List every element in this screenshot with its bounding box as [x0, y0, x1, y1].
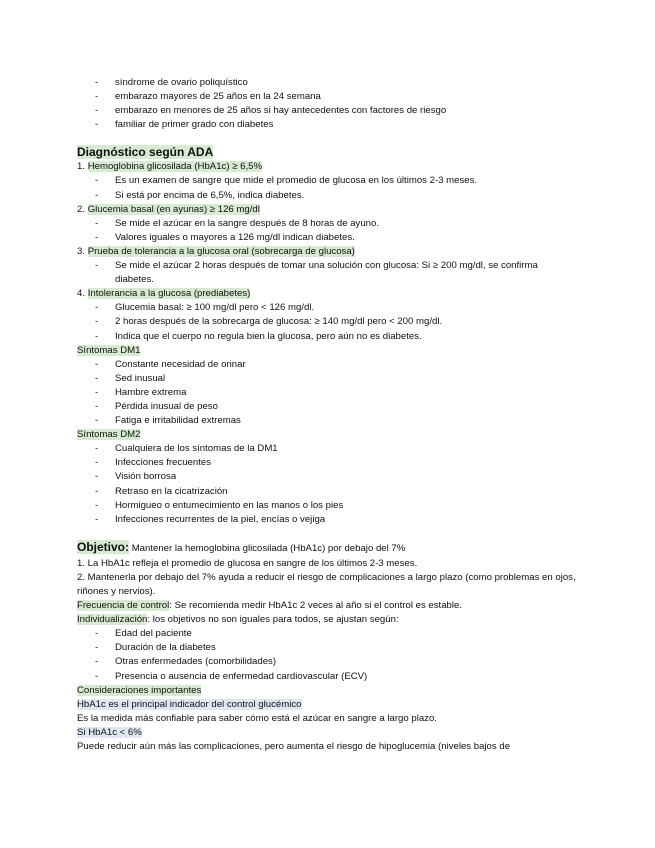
sintomas-dm2-list — [77, 442, 597, 527]
dash-bullet: - — [95, 189, 99, 201]
dash-bullet: - — [95, 91, 99, 103]
dash-bullet: - — [95, 77, 99, 88]
list-item: - Cualquiera de los síntomas de la DM1 — [77, 442, 597, 456]
document-body — [77, 76, 597, 754]
dash-bullet: - — [95, 105, 99, 117]
list-item: - Si está por encima de 6,5%, indica diabetes. — [77, 189, 597, 203]
dash-bullet: - — [95, 628, 99, 640]
list-item: - síndrome de ovario poliquístico — [77, 76, 597, 90]
list-item: - Constante necesidad de orinar — [77, 358, 597, 372]
dash-bullet: - — [95, 485, 99, 497]
list-item: - Pérdida inusual de peso — [77, 400, 597, 414]
dash-bullet: - — [95, 302, 99, 314]
dash-bullet: - — [95, 656, 99, 668]
list-item: - Glucemia basal: ≥ 100 mg/dl pero < 126 mg/dl. — [77, 301, 597, 315]
objetivo-line — [77, 539, 597, 557]
dash-bullet: - — [95, 457, 99, 469]
criterion-4-bullets — [77, 301, 597, 343]
objetivo-text: Mantener la hemoglobina glicosilada (HbA1c) por debajo del 7% — [131, 542, 406, 554]
dash-bullet: - — [95, 443, 99, 455]
dash-bullet: - — [95, 175, 99, 187]
list-item: - Duración de la diabetes — [77, 641, 597, 655]
criterion-1-bullets — [77, 174, 597, 202]
objetivo-heading: Objetivo: — [77, 539, 130, 554]
list-item: - Se mide el azúcar en la sangre después de 8 horas de ayuno. — [77, 217, 597, 231]
dash-bullet: - — [95, 400, 99, 412]
dash-bullet: - — [95, 316, 99, 328]
sintomas-dm2-heading: Síntomas DM2 — [77, 429, 141, 441]
diagnostic-criterion-4: 4. Intolerancia a la glucosa (prediabetes) — [77, 288, 251, 300]
dash-bullet: - — [95, 260, 99, 272]
list-item: - Valores iguales o mayores a 126 mg/dl indican diabetes. — [77, 231, 597, 245]
list-item: - Infecciones recurrentes de la piel, encías o vejiga — [77, 513, 597, 527]
dash-bullet: - — [95, 217, 99, 229]
list-item: - Se mide el azúcar 2 horas después de tomar una solución con glucosa: Si ≥ 200 mg/dl, se confirma diabetes. — [95, 260, 538, 286]
list-item: - Sed inusual — [77, 372, 597, 386]
dash-bullet: - — [95, 386, 99, 398]
dash-bullet: - — [95, 513, 99, 525]
sintomas-dm1-heading: Síntomas DM1 — [77, 344, 141, 356]
list-item: - Edad del paciente — [77, 627, 597, 641]
individualizacion-factors — [77, 627, 597, 683]
list-item: - Otras enfermedades (comorbilidades) — [77, 655, 597, 669]
list-item: - embarazo en menores de 25 años si hay antecedentes con factores de riesgo — [77, 104, 597, 118]
diagnostico-heading: Diagnóstico según ADA — [77, 145, 214, 160]
hba1c-indicador: HbA1c es el principal indicador del control glucémico — [77, 698, 302, 710]
consideraciones-heading: Consideraciones importantes — [77, 684, 202, 696]
dash-bullet: - — [95, 231, 99, 243]
dash-bullet: - — [95, 119, 99, 131]
list-item: - Es un examen de sangre que mide el promedio de glucosa en los últimos 2-3 meses. — [77, 174, 597, 188]
dash-bullet: - — [95, 670, 99, 682]
dash-bullet: - — [95, 330, 99, 342]
objetivo-point-1: 1. La HbA1c refleja el promedio de glucosa en sangre de los últimos 2-3 meses. — [77, 557, 418, 569]
frecuencia-control: Frecuencia de control: Se recomienda medir HbA1c 2 veces al año si el control es estable. — [77, 600, 463, 612]
list-item: - Hormigueo o entumecimiento en las manos o los pies — [77, 499, 597, 513]
list-item: - Presencia o ausencia de enfermedad cardiovascular (ECV) — [77, 670, 597, 684]
dash-bullet: - — [95, 358, 99, 370]
list-item: - Fatiga e irritabilidad extremas — [77, 414, 597, 428]
list-item: - embarazo mayores de 25 años en la 24 semana — [77, 90, 597, 104]
reducir-complicaciones: Puede reducir aún más las complicaciones, pero aumenta el riesgo de hipoglucemia (niveles bajos de — [77, 741, 511, 753]
list-item: - Infecciones frecuentes — [77, 456, 597, 470]
list-item: - Visión borrosa — [77, 470, 597, 484]
dash-bullet: - — [95, 642, 99, 654]
medida-confiable: Es la medida más confiable para saber cómo está el azúcar en sangre a largo plazo. — [77, 712, 437, 724]
si-hba1c-menor: Si HbA1c < 6% — [77, 726, 142, 738]
diagnostic-criterion-1: 1. Hemoglobina glicosilada (HbA1c) ≥ 6,5% — [77, 161, 262, 173]
dash-bullet: - — [95, 372, 99, 384]
individualizacion: Individualización: los objetivos no son iguales para todos, se ajustan según: — [77, 614, 399, 626]
list-item: - familiar de primer grado con diabetes — [77, 118, 597, 132]
objetivo-point-2: 2. Mantenerla por debajo del 7% ayuda a reducir el riesgo de complicaciones a largo plazo (como problemas en ojos, riñones y nervios). — [77, 571, 576, 597]
dash-bullet: - — [95, 471, 99, 483]
list-item: - Hambre extrema — [77, 386, 597, 400]
criterion-3-bullets — [77, 259, 597, 287]
diagnostic-criterion-3: 3. Prueba de tolerancia a la glucosa oral (sobrecarga de glucosa) — [77, 245, 355, 257]
dash-bullet: - — [95, 415, 99, 427]
list-item: - Retraso en la cicatrización — [77, 485, 597, 499]
risk-factor-list — [77, 76, 597, 132]
list-item: - 2 horas después de la sobrecarga de glucosa: ≥ 140 mg/dl pero < 200 mg/dl. — [77, 315, 597, 329]
dash-bullet: - — [95, 499, 99, 511]
sintomas-dm1-list — [77, 358, 597, 428]
criterion-2-bullets — [77, 217, 597, 245]
list-item: - Indica que el cuerpo no regula bien la glucosa, pero aún no es diabetes. — [77, 330, 597, 344]
diagnostic-criterion-2: 2. Glucemia basal (en ayunas) ≥ 126 mg/dl — [77, 203, 260, 215]
